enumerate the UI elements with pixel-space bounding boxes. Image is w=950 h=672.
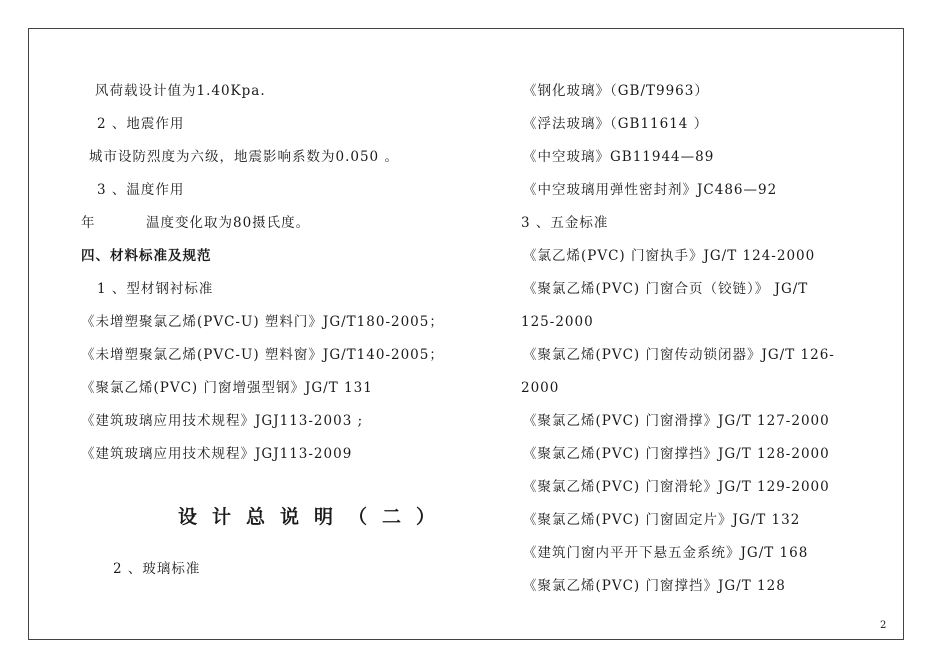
standard-item: 《氯乙烯(PVC) 门窗执手》JG/T 124-2000 bbox=[523, 248, 816, 264]
standard-item: 《中空玻璃》GB11944—89 bbox=[523, 149, 715, 165]
seismic-text: 城市设防烈度为六级，地震影响系数为0.050 。 bbox=[89, 149, 399, 165]
section-heading: 四、材料标准及规范 bbox=[81, 248, 212, 264]
standard-item: 《聚氯乙烯(PVC) 门窗撑挡》JG/T 128 bbox=[523, 578, 786, 594]
page-title: 设计总说明（二） bbox=[178, 506, 451, 528]
standard-item: 《聚氯乙烯(PVC) 门窗传动锁闭器》JG/T 126- bbox=[523, 347, 835, 363]
standard-item: 《聚氯乙烯(PVC) 门窗滑撑》JG/T 127-2000 bbox=[523, 413, 830, 429]
page-number: 2 bbox=[880, 620, 887, 631]
standard-item: 《未增塑聚氯乙烯(PVC-U) 塑料窗》JG/T140-2005； bbox=[81, 347, 444, 363]
standard-item: 《浮法玻璃》（GB11614 ） bbox=[523, 116, 709, 132]
standard-item-continued: 2000 bbox=[521, 380, 560, 396]
standard-item: 《未增塑聚氯乙烯(PVC-U) 塑料门》JG/T180-2005； bbox=[81, 314, 444, 330]
glass-standard-heading: 2 、玻璃标准 bbox=[113, 561, 201, 577]
wind-load-text: 风荷载设计值为1.40Kpa. bbox=[95, 83, 266, 99]
standard-item: 《中空玻璃用弹性密封剂》JC486—92 bbox=[523, 182, 778, 198]
standard-item: 《聚氯乙烯(PVC) 门窗滑轮》JG/T 129-2000 bbox=[523, 479, 830, 495]
year-label: 年 bbox=[81, 215, 96, 231]
standard-item: 《聚氯乙烯(PVC) 门窗撑挡》JG/T 128-2000 bbox=[523, 446, 830, 462]
standard-item: 《建筑门窗内平开下悬五金系统》JG/T 168 bbox=[523, 545, 809, 561]
standard-item: 《钢化玻璃》（GB/T9963） bbox=[523, 83, 709, 99]
profile-steel-heading: 1 、型材钢衬标准 bbox=[97, 281, 214, 297]
standard-item: 《建筑玻璃应用技术规程》JGJ113-2009 bbox=[81, 446, 353, 462]
temperature-text: 温度变化取为80摄氏度。 bbox=[146, 215, 311, 231]
hardware-standard-heading: 3 、五金标准 bbox=[521, 215, 609, 231]
standard-item: 《聚氯乙烯(PVC) 门窗增强型钢》JG/T 131 bbox=[81, 380, 373, 396]
standard-item-continued: 125-2000 bbox=[521, 314, 594, 330]
seismic-heading: 2 、地震作用 bbox=[97, 116, 185, 132]
standard-item: 《建筑玻璃应用技术规程》JGJ113-2003 ; bbox=[81, 413, 364, 429]
standard-item: 《聚氯乙烯(PVC) 门窗合页（铰链）》 JG/T bbox=[523, 281, 809, 297]
temperature-heading: 3 、温度作用 bbox=[97, 182, 185, 198]
standard-item: 《聚氯乙烯(PVC) 门窗固定片》JG/T 132 bbox=[523, 512, 801, 528]
